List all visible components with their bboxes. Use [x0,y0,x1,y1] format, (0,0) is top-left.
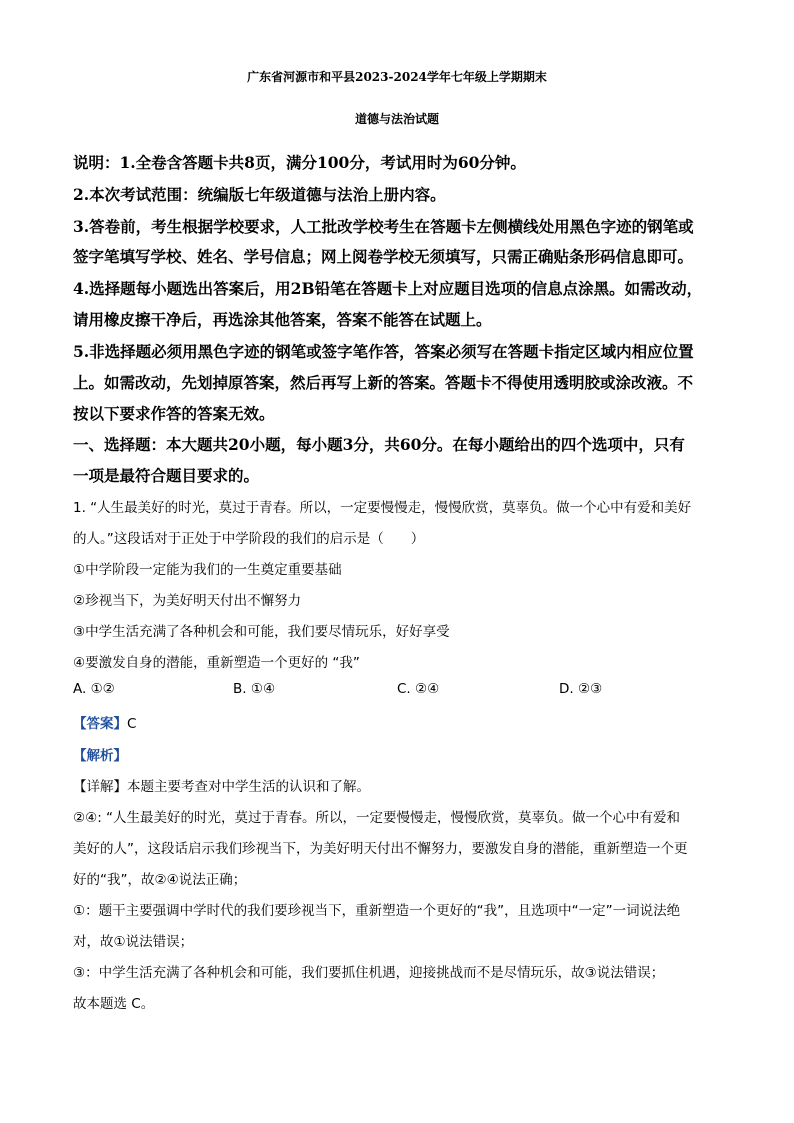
section-header-line: 一项是最符合题目要求的。 [73,466,260,485]
instruction-line: 请用橡皮擦干净后，再选涂其他答案，答案不能答在试题上。 [73,310,492,329]
analysis-line: ①：题干主要强调中学时代的我们要珍视当下，重新塑造一个更好的“我”，且选项中“一定”一词说法绝 [73,903,681,919]
answer-value: C [127,716,137,732]
instruction-line: 签字笔填写学校、姓名、学号信息；网上阅卷学校无须填写，只需正确贴条形码信息即可。 [73,247,694,266]
option-c: C. ②④ [397,681,440,697]
analysis-line: ②④: “人生最美好的时光，莫过于青春。所以，一定要慢慢走，慢慢欣赏，莫辜负。做一个心中有爱和 [73,810,681,826]
analysis-line: 好的“我”，故②④说法正确； [73,872,247,888]
answer-row [73,712,136,732]
question-stem: 的人。”这段话对于正处于中学阶段的我们的启示是（ ） [73,531,425,547]
instruction-line: 上。如需改动，先划掉原答案，然后再写上新的答案。答题卡不得使用透明胶或涂改液。不 [73,373,694,392]
option-d: D. ②③ [559,681,603,697]
question-statement: ②珍视当下，为美好明天付出不懈努力 [73,593,302,609]
question-statement: ①中学阶段一定能为我们的一生奠定重要基础 [73,562,342,578]
exam-title: 广东省河源市和平县2023-2024学年七年级上学期期末 [247,70,547,84]
instruction-line: 说明：1.全卷含答题卡共8页，满分100分，考试用时为60分钟。 [73,153,526,172]
instruction-line: 按以下要求作答的答案无效。 [73,404,275,423]
exam-subtitle: 道德与法治试题 [354,112,439,126]
analysis-label-row [73,744,127,764]
detail-row [73,775,370,795]
analysis-line: 故本题选 C。 [73,996,155,1012]
analysis-line: 美好的人”，这段话启示我们珍视当下，为美好明天付出不懈努力，要激发自身的潜能，重新塑造一个更 [73,841,688,857]
analysis-line: ③：中学生活充满了各种机会和可能，我们要抓住机遇，迎接挑战而不是尽情玩乐，故③说法错误； [73,965,665,981]
instruction-line: 2.本次考试范围：统编版七年级道德与法治上册内容。 [73,185,446,204]
detail-intro: 本题主要考查对中学生活的认识和了解。 [127,779,370,795]
instruction-line: 4.选择题每小题选出答案后，用2B铅笔在答题卡上对应题目选项的信息点涂黑。如需改动， [73,279,703,298]
option-a: A. ①② [73,681,115,697]
answer-options [73,681,733,701]
option-b: B. ①④ [233,681,276,697]
question-stem: 1. “人生最美好的时光，莫过于青春。所以，一定要慢慢走，慢慢欣赏，莫辜负。做一个心中有爱和美好 [73,500,692,516]
instruction-line: 3.答卷前，考生根据学校要求，人工批改学校考生在答题卡左侧横线处用黑色字迹的钢笔或 [73,217,694,236]
instruction-line: 5.非选择题必须用黑色字迹的钢笔或签字笔作答，答案必须写在答题卡指定区域内相应位置 [73,342,694,361]
analysis-line: 对，故①说法错误； [73,934,194,950]
question-statement: ③中学生活充满了各种机会和可能，我们要尽情玩乐，好好享受 [73,624,450,640]
answer-label: 【答案】 [73,716,127,732]
section-header-line: 一、选择题：本大题共20小题，每小题3分，共60分。在每小题给出的四个选项中，只有 [73,435,685,454]
analysis-label: 【解析】 [73,748,127,764]
detail-label: 【详解】 [73,779,127,795]
question-statement: ④要激发自身的潜能，重新塑造一个更好的 “我” [73,655,360,671]
